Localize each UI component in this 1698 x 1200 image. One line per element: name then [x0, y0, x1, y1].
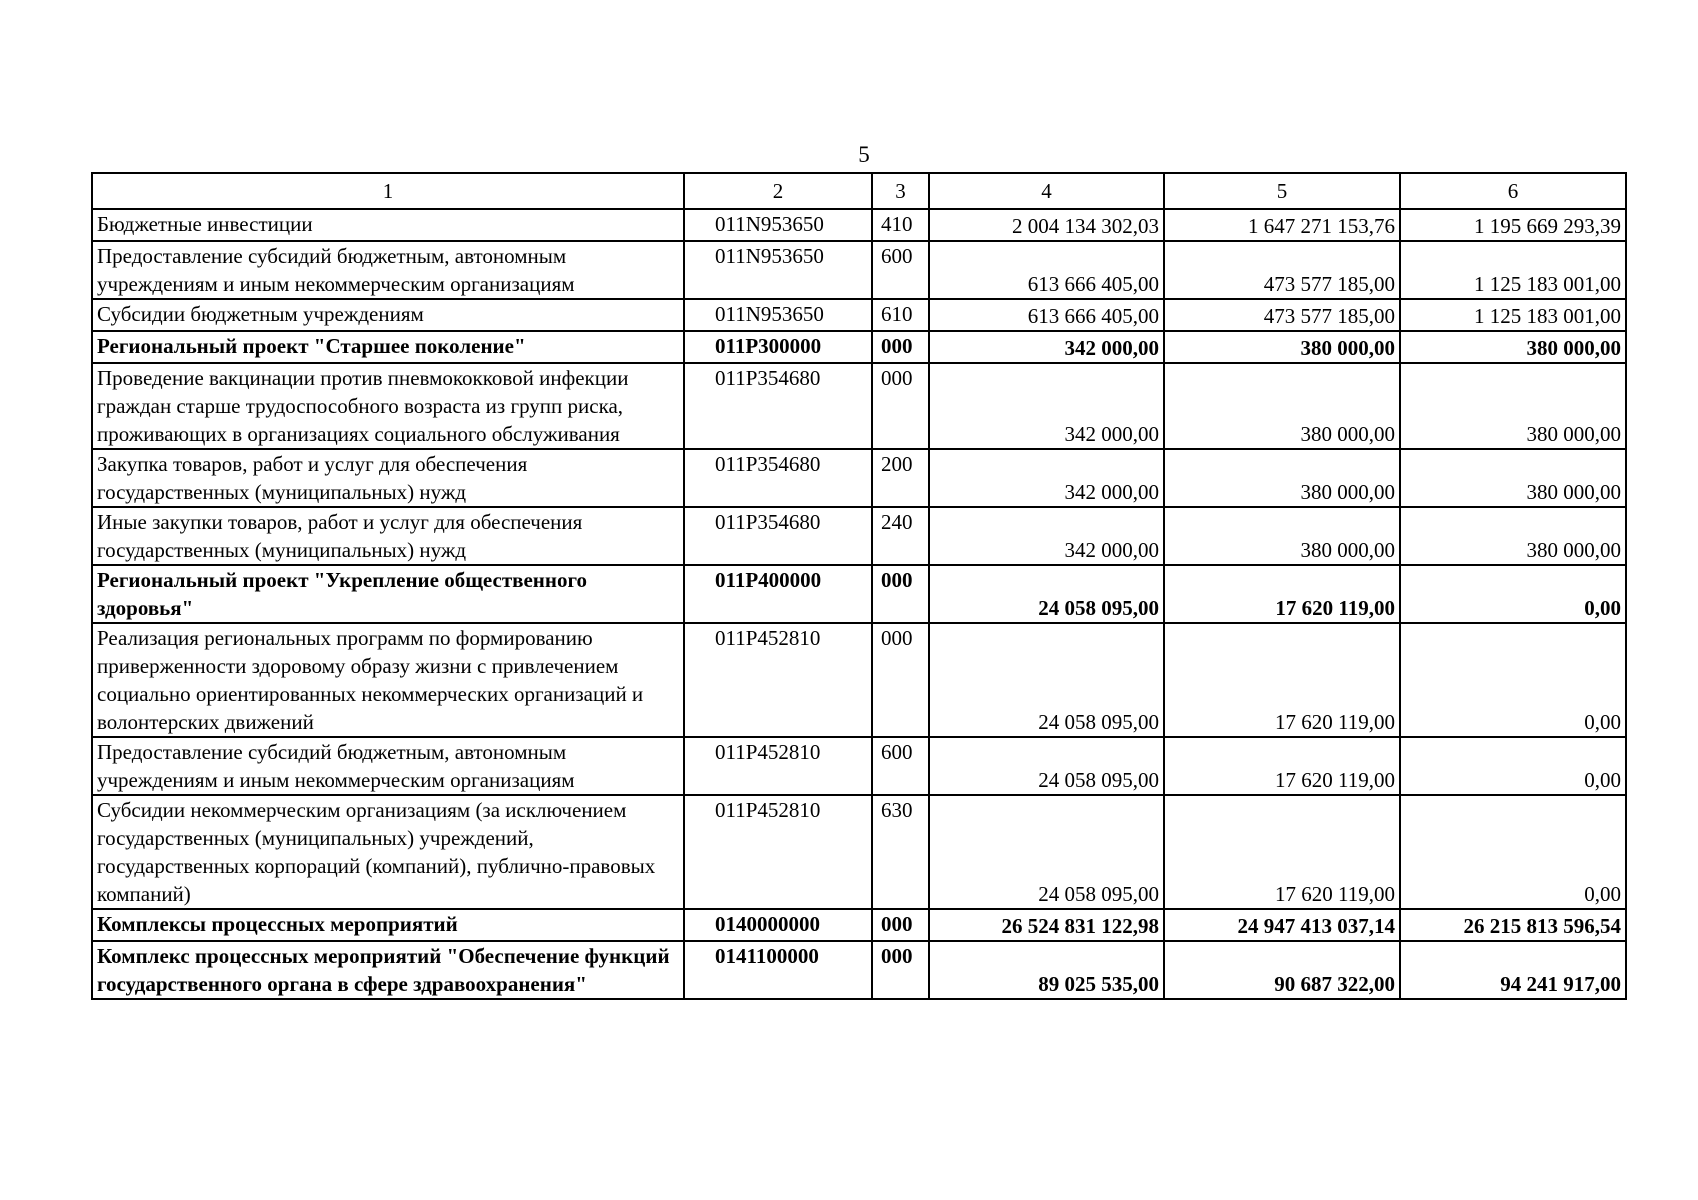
row-value-cell: 24 058 095,00	[929, 737, 1164, 795]
row-kvr-cell: 600	[872, 737, 929, 795]
row-value-cell: 1 125 183 001,00	[1400, 299, 1626, 331]
row-code-cell: 011P354680	[684, 363, 872, 449]
row-value-cell: 613 666 405,00	[929, 299, 1164, 331]
row-kvr-cell: 000	[872, 363, 929, 449]
row-value-cell: 380 000,00	[1164, 507, 1400, 565]
row-value-cell: 90 687 322,00	[1164, 941, 1400, 999]
row-value-cell: 342 000,00	[929, 363, 1164, 449]
header-cell: 5	[1164, 173, 1400, 209]
row-kvr-cell: 630	[872, 795, 929, 909]
table-row	[92, 941, 1626, 999]
row-value-cell: 0,00	[1400, 565, 1626, 623]
row-name-cell: Предоставление субсидий бюджетным, автономным учреждениям и иным некоммерческим организациям	[92, 737, 684, 795]
row-name-cell: Субсидии некоммерческим организациям (за исключением государственных (муниципальных) учреждений, государственных корпораций (компаний), публично-правовых компаний)	[92, 795, 684, 909]
row-kvr-cell: 000	[872, 909, 929, 941]
row-name-cell: Закупка товаров, работ и услуг для обеспечения государственных (муниципальных) нужд	[92, 449, 684, 507]
row-name-cell: Реализация региональных программ по формированию приверженности здоровому образу жизни с привлечением социально ориентированных некоммерческих организаций и волонтерских движений	[92, 623, 684, 737]
row-value-cell: 17 620 119,00	[1164, 623, 1400, 737]
row-value-cell: 342 000,00	[929, 331, 1164, 363]
row-value-cell: 473 577 185,00	[1164, 299, 1400, 331]
row-value-cell: 24 058 095,00	[929, 565, 1164, 623]
row-code-cell: 011N953650	[684, 299, 872, 331]
row-kvr-cell: 600	[872, 241, 929, 299]
row-value-cell: 0,00	[1400, 623, 1626, 737]
row-name-cell: Комплексы процессных мероприятий	[92, 909, 684, 941]
table-row	[92, 241, 1626, 299]
row-code-cell: 0140000000	[684, 909, 872, 941]
row-code-cell: 011N953650	[684, 241, 872, 299]
table-row	[92, 909, 1626, 941]
table-row	[92, 507, 1626, 565]
row-value-cell: 26 524 831 122,98	[929, 909, 1164, 941]
row-value-cell: 613 666 405,00	[929, 241, 1164, 299]
row-kvr-cell: 410	[872, 209, 929, 241]
row-name-cell: Комплекс процессных мероприятий "Обеспечение функций государственного органа в сфере здравоохранения"	[92, 941, 684, 999]
row-code-cell: 011P300000	[684, 331, 872, 363]
table-row	[92, 737, 1626, 795]
table-row	[92, 565, 1626, 623]
row-value-cell: 1 125 183 001,00	[1400, 241, 1626, 299]
table-row	[92, 795, 1626, 909]
table-row	[92, 299, 1626, 331]
page-number: 5	[858, 142, 870, 167]
row-code-cell: 011P452810	[684, 737, 872, 795]
row-value-cell: 17 620 119,00	[1164, 565, 1400, 623]
row-value-cell: 94 241 917,00	[1400, 941, 1626, 999]
row-value-cell: 380 000,00	[1400, 449, 1626, 507]
row-value-cell: 380 000,00	[1164, 449, 1400, 507]
row-code-cell: 011P452810	[684, 623, 872, 737]
table-row	[92, 331, 1626, 363]
row-kvr-cell: 000	[872, 941, 929, 999]
row-value-cell: 0,00	[1400, 737, 1626, 795]
row-value-cell: 473 577 185,00	[1164, 241, 1400, 299]
row-value-cell: 380 000,00	[1400, 363, 1626, 449]
row-kvr-cell: 610	[872, 299, 929, 331]
row-value-cell: 17 620 119,00	[1164, 737, 1400, 795]
row-value-cell: 24 058 095,00	[929, 795, 1164, 909]
row-name-cell: Иные закупки товаров, работ и услуг для обеспечения государственных (муниципальных) нужд	[92, 507, 684, 565]
row-value-cell: 380 000,00	[1164, 331, 1400, 363]
row-value-cell: 342 000,00	[929, 449, 1164, 507]
header-row	[92, 173, 1626, 209]
row-value-cell: 2 004 134 302,03	[929, 209, 1164, 241]
row-code-cell: 011P452810	[684, 795, 872, 909]
row-name-cell: Региональный проект "Укрепление общественного здоровья"	[92, 565, 684, 623]
row-kvr-cell: 000	[872, 623, 929, 737]
row-value-cell: 342 000,00	[929, 507, 1164, 565]
budget-table	[91, 172, 1627, 1000]
row-value-cell: 380 000,00	[1164, 363, 1400, 449]
row-value-cell: 17 620 119,00	[1164, 795, 1400, 909]
header-cell: 2	[684, 173, 872, 209]
table-row	[92, 363, 1626, 449]
row-code-cell: 011P354680	[684, 449, 872, 507]
table-row	[92, 623, 1626, 737]
header-cell: 4	[929, 173, 1164, 209]
row-code-cell: 0141100000	[684, 941, 872, 999]
table-row	[92, 449, 1626, 507]
row-code-cell: 011P400000	[684, 565, 872, 623]
header-cell: 1	[92, 173, 684, 209]
row-name-cell: Предоставление субсидий бюджетным, автономным учреждениям и иным некоммерческим организациям	[92, 241, 684, 299]
row-code-cell: 011N953650	[684, 209, 872, 241]
table-row	[92, 209, 1626, 241]
row-kvr-cell: 200	[872, 449, 929, 507]
header-cell: 6	[1400, 173, 1626, 209]
row-value-cell: 24 947 413 037,14	[1164, 909, 1400, 941]
row-kvr-cell: 000	[872, 331, 929, 363]
row-value-cell: 89 025 535,00	[929, 941, 1164, 999]
row-value-cell: 0,00	[1400, 795, 1626, 909]
row-value-cell: 24 058 095,00	[929, 623, 1164, 737]
row-code-cell: 011P354680	[684, 507, 872, 565]
row-value-cell: 1 647 271 153,76	[1164, 209, 1400, 241]
row-name-cell: Бюджетные инвестиции	[92, 209, 684, 241]
row-kvr-cell: 240	[872, 507, 929, 565]
header-cell: 3	[872, 173, 929, 209]
row-value-cell: 380 000,00	[1400, 507, 1626, 565]
row-name-cell: Региональный проект "Старшее поколение"	[92, 331, 684, 363]
row-value-cell: 1 195 669 293,39	[1400, 209, 1626, 241]
row-name-cell: Проведение вакцинации против пневмококковой инфекции граждан старше трудоспособного возраста из групп риска, проживающих в организациях социального обслуживания	[92, 363, 684, 449]
row-kvr-cell: 000	[872, 565, 929, 623]
row-value-cell: 380 000,00	[1400, 331, 1626, 363]
table-body	[92, 209, 1626, 999]
row-name-cell: Субсидии бюджетным учреждениям	[92, 299, 684, 331]
row-value-cell: 26 215 813 596,54	[1400, 909, 1626, 941]
